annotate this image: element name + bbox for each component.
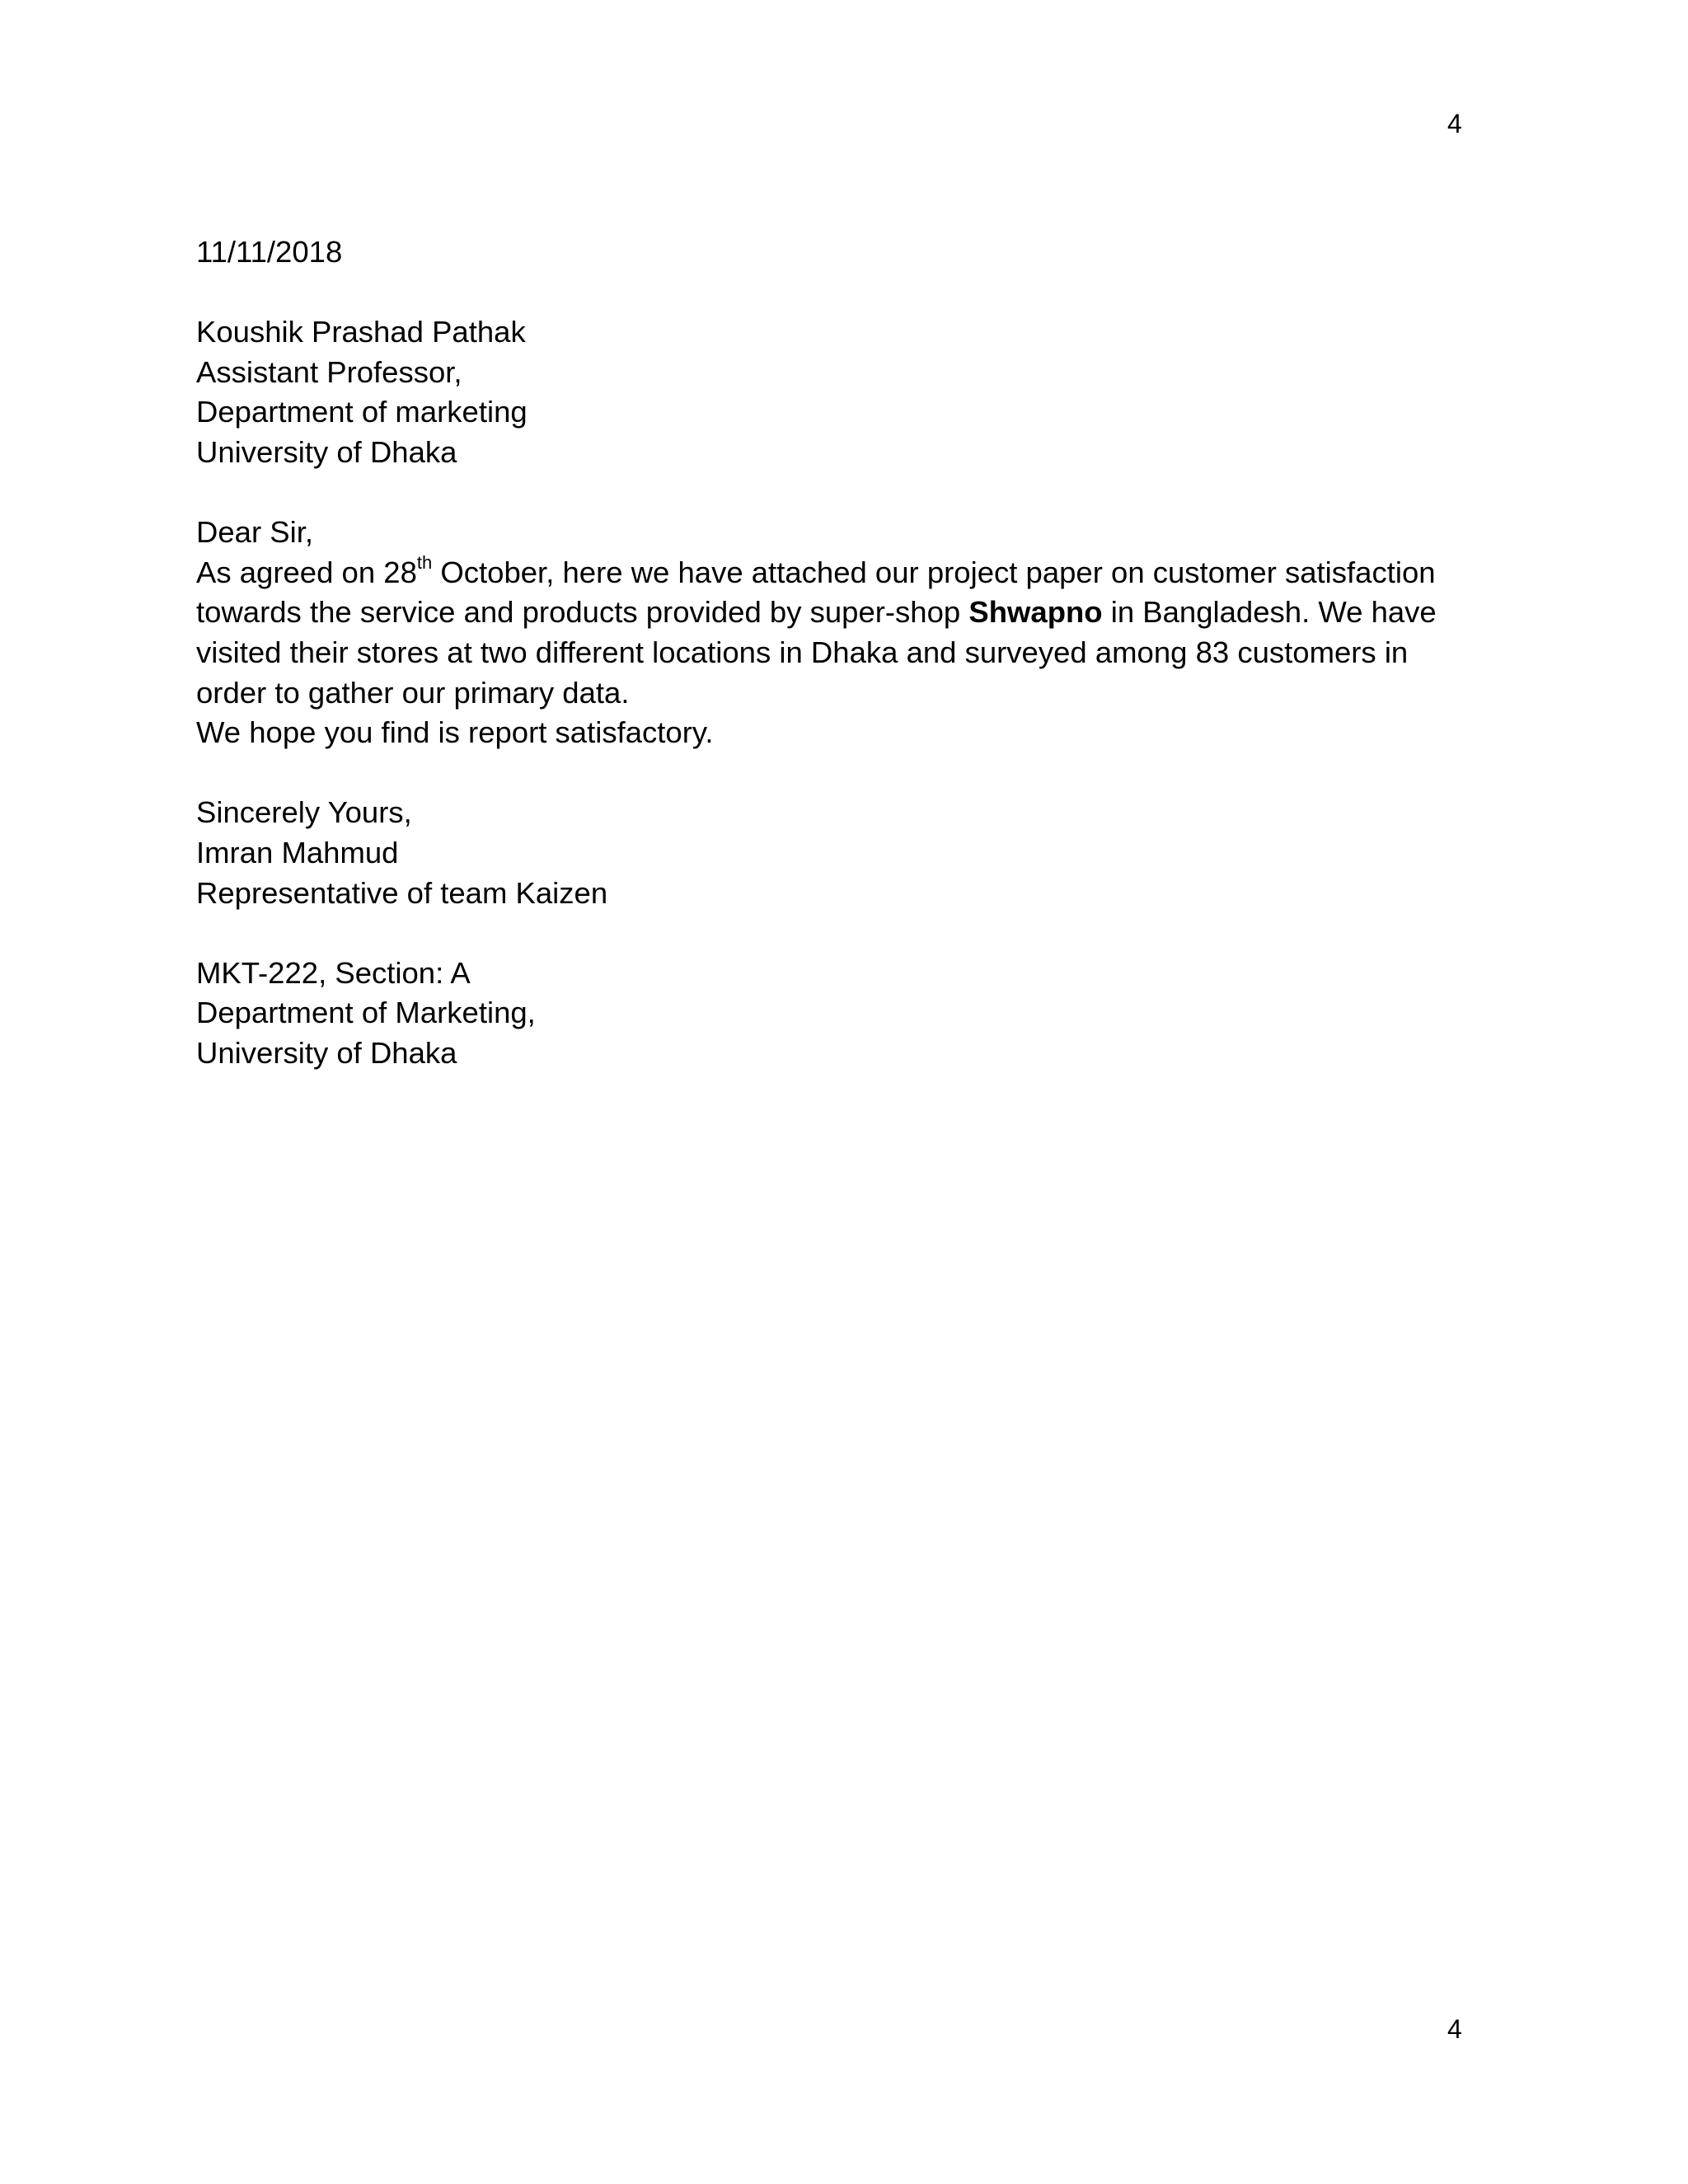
body-intro-suffix: in Bangladesh. We have visited their stores at two different locations in Dhaka and surveyed among 83 customers in order to gather our primary data. [196,595,1437,710]
signoff-role: Representative of team Kaizen [196,875,608,910]
recipient-department: Department of marketing [196,395,528,429]
letter-date: 11/11/2018 [196,235,343,269]
body-closing-line: We hope you find is report satisfactory. [196,715,714,750]
salutation: Dear Sir, [196,515,313,550]
course-code-section: MKT-222, Section: A [196,955,471,990]
course-department: Department of Marketing, [196,996,536,1030]
body-intro-prefix: As agreed on 28 [196,555,417,589]
signoff-name: Imran Mahmud [196,835,399,869]
spacer [196,753,1482,794]
recipient-title: Assistant Professor, [196,354,462,389]
course-institution: University of Dhaka [196,1035,457,1070]
body-paragraph [196,553,1482,713]
recipient-name: Koushik Prashad Pathak [196,315,526,349]
spacer [196,913,1482,954]
spacer [196,273,1482,313]
signoff-closing: Sincerely Yours, [196,795,412,830]
page-number-top: 4 [1447,109,1462,138]
ordinal-superscript: th [416,551,433,573]
page-number-bottom: 4 [1447,2014,1462,2044]
body-intro-mid: October, here we have attached our project paper on customer satisfaction towards the service and products provided by super-shop [196,555,1436,630]
recipient-institution: University of Dhaka [196,434,457,469]
letter [196,232,1482,1073]
spacer [196,473,1482,513]
brand-name: Shwapno [968,595,1103,630]
